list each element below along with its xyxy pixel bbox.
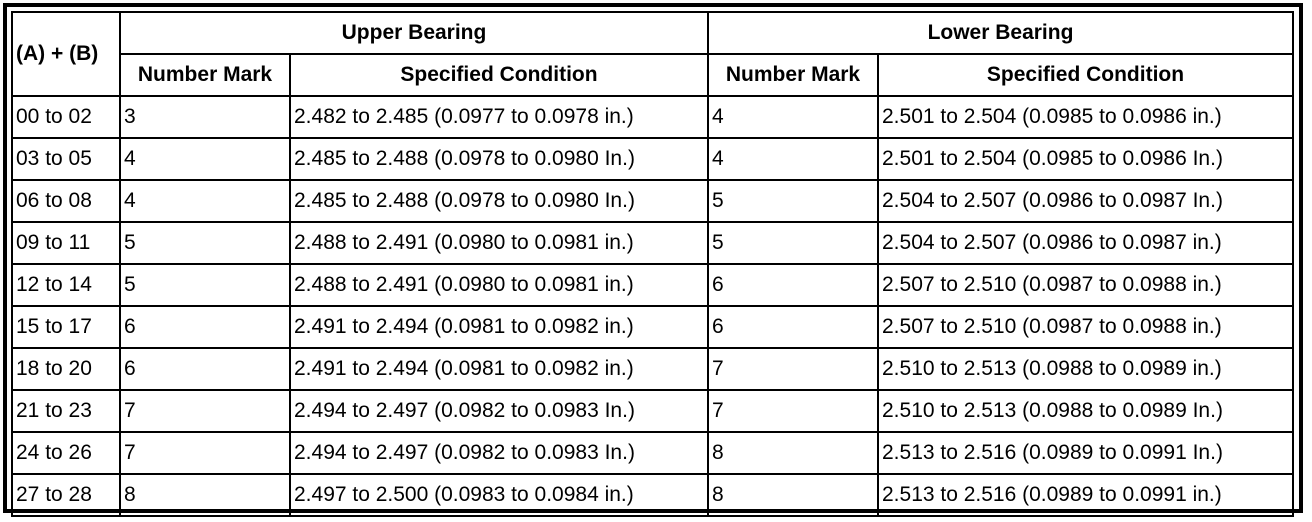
upper-spec-cell: 2.482 to 2.485 (0.0977 to 0.0978 in.) <box>290 96 708 138</box>
upper-spec-cell: 2.497 to 2.500 (0.0983 to 0.0984 in.) <box>290 474 708 516</box>
lower-mark-cell: 5 <box>708 180 878 222</box>
lower-spec-cell: 2.504 to 2.507 (0.0986 to 0.0987 in.) <box>878 222 1293 264</box>
table-row <box>12 432 1293 474</box>
table-row <box>12 222 1293 264</box>
upper-mark-cell: 6 <box>120 348 290 390</box>
lower-mark-cell: 6 <box>708 264 878 306</box>
table-row <box>12 306 1293 348</box>
lower-mark-cell: 4 <box>708 96 878 138</box>
upper-mark-cell: 4 <box>120 180 290 222</box>
range-cell: 21 to 23 <box>12 390 120 432</box>
lower-spec-cell: 2.510 to 2.513 (0.0988 to 0.0989 in.) <box>878 348 1293 390</box>
lower-spec-cell: 2.513 to 2.516 (0.0989 to 0.0991 In.) <box>878 432 1293 474</box>
header-row-1 <box>12 12 1293 54</box>
lower-spec-cell: 2.513 to 2.516 (0.0989 to 0.0991 in.) <box>878 474 1293 516</box>
upper-spec-cell: 2.485 to 2.488 (0.0978 to 0.0980 In.) <box>290 180 708 222</box>
lower-spec-cell: 2.501 to 2.504 (0.0985 to 0.0986 In.) <box>878 138 1293 180</box>
upper-mark-cell: 6 <box>120 306 290 348</box>
upper-spec-cell: 2.488 to 2.491 (0.0980 to 0.0981 in.) <box>290 222 708 264</box>
lower-mark-cell: 7 <box>708 390 878 432</box>
lower-mark-cell: 8 <box>708 474 878 516</box>
lower-spec-cell: 2.510 to 2.513 (0.0988 to 0.0989 In.) <box>878 390 1293 432</box>
table-frame <box>3 3 1303 513</box>
range-cell: 24 to 26 <box>12 432 120 474</box>
table-row <box>12 390 1293 432</box>
range-cell: 09 to 11 <box>12 222 120 264</box>
upper-mark-cell: 7 <box>120 390 290 432</box>
range-cell: 27 to 28 <box>12 474 120 516</box>
upper-mark-cell: 8 <box>120 474 290 516</box>
table-row <box>12 96 1293 138</box>
upper-spec-cell: 2.494 to 2.497 (0.0982 to 0.0983 In.) <box>290 390 708 432</box>
lower-number-mark-header: Number Mark <box>708 54 878 96</box>
range-cell: 18 to 20 <box>12 348 120 390</box>
upper-mark-cell: 4 <box>120 138 290 180</box>
upper-mark-cell: 5 <box>120 222 290 264</box>
upper-mark-cell: 3 <box>120 96 290 138</box>
table-row <box>12 348 1293 390</box>
upper-spec-cell: 2.485 to 2.488 (0.0978 to 0.0980 In.) <box>290 138 708 180</box>
lower-mark-cell: 4 <box>708 138 878 180</box>
upper-spec-cell: 2.491 to 2.494 (0.0981 to 0.0982 in.) <box>290 348 708 390</box>
upper-spec-cell: 2.488 to 2.491 (0.0980 to 0.0981 in.) <box>290 264 708 306</box>
bearing-selection-table <box>11 11 1294 517</box>
range-cell: 03 to 05 <box>12 138 120 180</box>
lower-mark-cell: 5 <box>708 222 878 264</box>
upper-specified-header: Specified Condition <box>290 54 708 96</box>
header-row-2 <box>12 54 1293 96</box>
upper-spec-cell: 2.491 to 2.494 (0.0981 to 0.0982 in.) <box>290 306 708 348</box>
range-cell: 12 to 14 <box>12 264 120 306</box>
upper-mark-cell: 7 <box>120 432 290 474</box>
range-cell: 00 to 02 <box>12 96 120 138</box>
lower-mark-cell: 6 <box>708 306 878 348</box>
table-row <box>12 264 1293 306</box>
sum-header: (A) + (B) <box>12 12 120 96</box>
upper-mark-cell: 5 <box>120 264 290 306</box>
lower-spec-cell: 2.504 to 2.507 (0.0986 to 0.0987 In.) <box>878 180 1293 222</box>
lower-spec-cell: 2.501 to 2.504 (0.0985 to 0.0986 in.) <box>878 96 1293 138</box>
range-cell: 15 to 17 <box>12 306 120 348</box>
upper-bearing-header: Upper Bearing <box>120 12 708 54</box>
table-row <box>12 180 1293 222</box>
upper-spec-cell: 2.494 to 2.497 (0.0982 to 0.0983 In.) <box>290 432 708 474</box>
table-row <box>12 474 1293 516</box>
lower-spec-cell: 2.507 to 2.510 (0.0987 to 0.0988 in.) <box>878 306 1293 348</box>
range-cell: 06 to 08 <box>12 180 120 222</box>
lower-mark-cell: 7 <box>708 348 878 390</box>
table-row <box>12 138 1293 180</box>
lower-specified-header: Specified Condition <box>878 54 1293 96</box>
upper-number-mark-header: Number Mark <box>120 54 290 96</box>
lower-mark-cell: 8 <box>708 432 878 474</box>
lower-bearing-header: Lower Bearing <box>708 12 1293 54</box>
lower-spec-cell: 2.507 to 2.510 (0.0987 to 0.0988 in.) <box>878 264 1293 306</box>
